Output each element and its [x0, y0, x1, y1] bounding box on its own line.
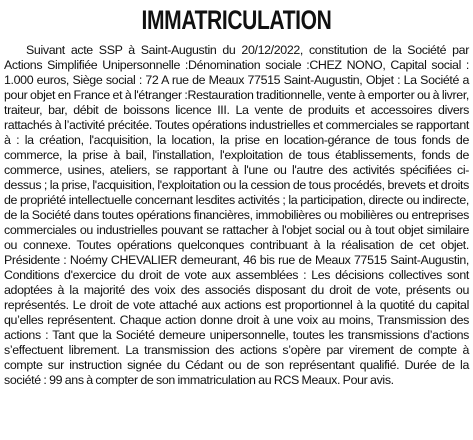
notice-title: IMMATRICULATION: [141, 5, 332, 35]
notice-body: Suivant acte SSP à Saint-Augustin du 20/12/2022, constitution de la Société par Actions Simplifiée Unipersonnelle :Dénomination sociale :CHEZ NONO, Capital social : 1.000 euros, Siège social : 72 A rue de Meaux 77515 Saint-Augustin, Objet : La Société a pour objet en France et à l'étranger :Restauration traditionnelle, vente à emporter ou à livrer, traiteur, bar, débit de boissons licence III. La vente de produits et accessoires divers rattachés à l’activité précitée. Toutes opérations industrielles et commerciales se rapportant à : la création, l'acquisition, la location, la prise en location-gérance de tous fonds de commerce, la prise à bail, l'installation, l'exploitation de tous établissements, fonds de commerce, usines, ateliers, se rapportant à l'une ou l'autre des activités spécifiées ci-dessus ; la prise, l'acquisition, l'exploitation ou la cession de tous procédés, brevets et droits de propriété intellectuelle concernant lesdites activités ; la participation, directe ou indirecte, de la Société dans toutes opérations financières, immobilières ou mobilières ou entreprises commerciales ou industrielles pouvant se rattacher à l'objet social ou à tout objet similaire ou connexe. Toutes opérations quelconques contribuant à la réalisation de cet objet. Présidente : Noémy CHEVALIER demeurant, 46 bis rue de Meaux 77515 Saint-Augustin, Conditions d'exercice du droit de vote aux assemblées : Les décisions collectives sont adoptées à la majorité des voix des associés disposant du droit de vote, présents ou représentés. Le droit de vote attaché aux actions est proportionnel à la quotité du capital qu’elles représentent. Chaque action donne droit à une voix au moins, Transmission des actions : Tant que la Société demeure unipersonnelle, toutes les transmissions d’actions s’effectuent librement. La transmission des actions s’opère par virement de compte à compte sur instruction signée du Cédant ou de son représentant qualifié. Durée de la société : 99 ans à compter de son immatriculation au RCS Meaux. Pour avis.: [4, 43, 469, 387]
